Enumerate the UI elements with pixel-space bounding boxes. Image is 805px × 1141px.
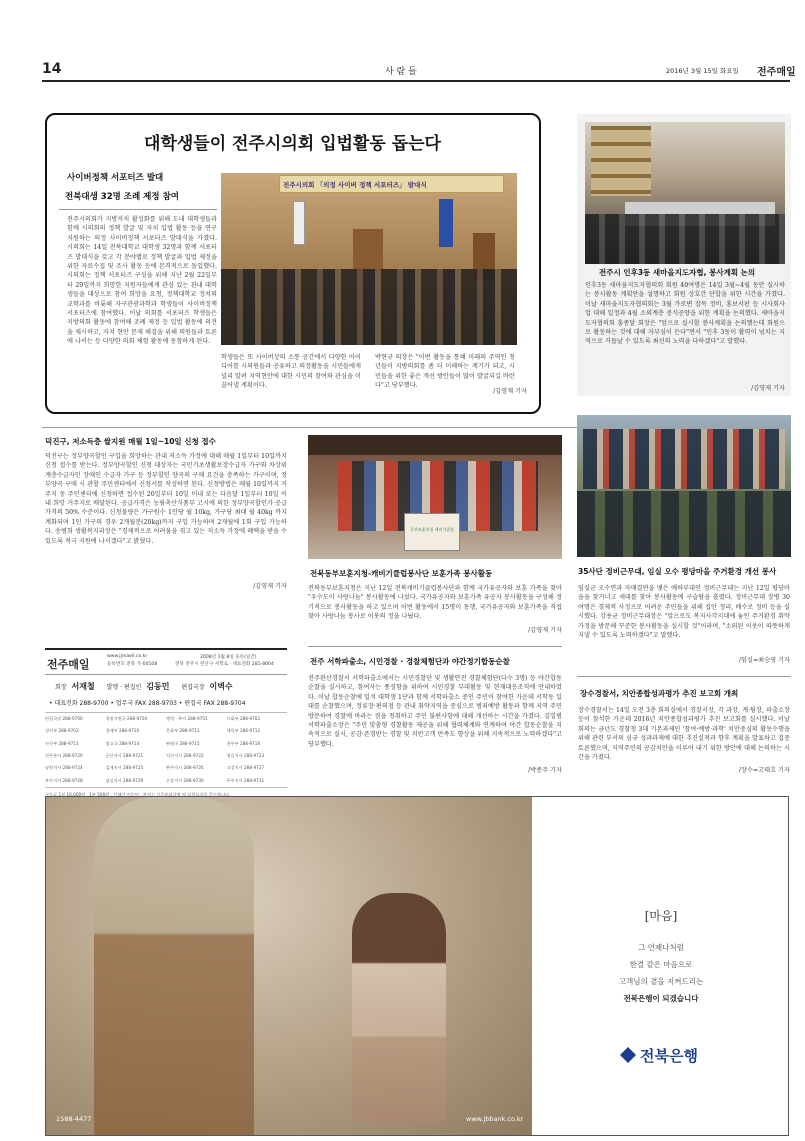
masthead-contact: 사회부 288-9702 <box>226 716 261 721</box>
header-rule <box>42 80 790 82</box>
masthead-footer: 구독료 1월 10,000원 · 1부 500원 · 인쇄인 이동민 · 본지는 신문윤리강령 및 실천요강을 준수합니다. <box>45 792 231 797</box>
masthead-contact: 광고국 288-9714 <box>105 740 140 746</box>
masthead-contact: 편집국장 288-9700 <box>45 716 83 721</box>
masthead-phones: • 대표전화 288-9700 • 업무국 FAX 288-9703 • 편집국 FAX 288-9704 <box>49 700 246 707</box>
masthead-contact: 남원지사 288-9724 <box>45 765 83 771</box>
right-rule <box>577 676 791 677</box>
right-article-title: 35사단 정비근무대, 임실 오수 평당마을 주거환경 개선 봉사 <box>578 567 777 576</box>
feature-col-3: 박현규 의장은 "이번 활동을 통해 미래의 주역인 청년들이 지방의회를 좀 더 이해하는 계기가 되고, 시민들을 위한 좋은 개선 방안들이 많이 발굴되길 바란다"고 당부했다. <box>375 354 515 390</box>
feature-subtitle-1: 사이버정책 서포터즈 발대 <box>67 173 164 183</box>
publisher-label: 회장 <box>55 684 67 691</box>
ceremony-banner-text: 전주시의회 「의정 사이버 정책 서포터즈」 발대식 <box>283 181 427 189</box>
bank-name: 전북은행 <box>640 1047 698 1065</box>
police1-byline: /박종주 기자 <box>528 767 562 774</box>
ad-text-panel <box>532 797 789 1135</box>
right-article-body: 임실군 오수면과 자매결연을 맺은 예하부대인 정비근무대는 지난 12일 평당마을을 찾거너고 세대를 찾아 봉사활동에 구슬땀을 흘렸다. 정비근무대 장병 30여명은 경제적 사정으로 어려운 주민들을 위해 집안 정리, 배수로 정비 등을 실시했다. 강용균 정비근무대장은 "앞으로도 복지사각지대에 놓인 주거환경 취약 가정을 방문해 꾸준한 봉사활동을 실시할 것"이라며, "소외된 이웃이 따뜻하게 지낼 수 있도록 노력하겠다"고 말했다. <box>578 585 790 640</box>
masthead-contact: 임실지사 288-9729 <box>105 777 144 783</box>
masthead-contact: 사진부 288-9713 <box>45 740 79 746</box>
paper-name: 전주매일 <box>757 67 796 78</box>
sign-board-text: 동부보훈지청 캐비기클럽 <box>410 527 454 532</box>
bank-ad <box>45 796 789 1136</box>
masthead-contact: 완주지사 288-9726 <box>166 765 204 771</box>
soldiers-row-front <box>577 491 791 557</box>
masthead-address: 전북 전주시 완산구 서학로 · 대표전화 281-8004 <box>175 662 274 667</box>
feature-box <box>45 113 541 414</box>
ad-title: [마음] <box>644 909 678 923</box>
house-roof <box>308 435 562 455</box>
feature-title: 대학생들이 전주시의회 입법활동 돕는다 <box>144 134 441 154</box>
chief-name: 이벽수 <box>209 682 233 691</box>
masthead-contact: 정치부 288-9703 <box>45 728 79 734</box>
masthead-box <box>45 648 287 802</box>
masthead-contact: 행정 · 복지 288-9701 <box>166 716 208 721</box>
masthead-contact: 무주지사 288-9731 <box>226 777 265 783</box>
police1-title: 전주 서학파출소, 시민경찰 · 경찰체험단과 야간정기합동순찰 <box>310 657 510 666</box>
feature-col-1: 전주시의회가 지방자치 활성화를 위해 도내 대학생들과 함께 시의회의 정책 발굴 및 자치 입법 활동 등을 연구 지원하는 의정 사이버정책 서포터즈 발대식을 가졌다. 시의회는 14일 전북대학교 대학생 32명과 함께 서포터즈 발대식을 갖고 각 분야별로 정책 발굴과 입법 제정을 위한 자료수집 및 조사 활동 등에 본격적으로 돌입했다. 시의회는 정책 서포터즈 구성을 위해 지난 2월 22일부터 29일까지 희망한 지원자들에게 관심 있는 관내 대학생들을 대상으로 참여 희망을 요청, 정책대학교 정치외교학과를 비롯해 자구관광과학과 학생들이 사이버정책 서포터즈에 참여했다. 이날 의회를 서포터즈 학생들은 지방의회 활동에 참여해 조례 제정 등 입법 활동에 의견을 제시하고, 자치 현안 문제 해결을 위해 의원들과 토론에 나서는 등 다양한 의회 체험 활동에 동참하게 된다. <box>67 216 217 346</box>
mid-article-byline: /김영재 기자 <box>528 627 562 634</box>
side-top-body: 인후3동 새마을지도자협의회 회원 40여명은 14일 3월~4월 동안 실시하는 봉사활동 계획안을 설명하고 회원 상호간 단합을 위한 시간을 가졌다. 이날 새마을지도자협의회는 3월 가로변 잡목 정비, 홍보서판 등 시사회사업 대해 일정과 4월 소외계층 중식공양을 위한 계획을 논의했다. 새마을지도자협의회 홍종달 회장은 "앞으로 실시할 봉사계획을 논의했는데 회원으로 활동하는 것에 대해 자부심이 든다"면서 "인후 3동이 활력이 넘치는 지역으로 거듭날 수 있도록 최선의 노력을 다하겠다"고 말했다. <box>585 282 785 346</box>
masthead-contact: 판매국 288-9715 <box>166 740 200 746</box>
feature-subtitle-2: 전북대생 32명 조례 제정 참여 <box>65 192 179 202</box>
editor-name: 김동민 <box>146 682 170 691</box>
masthead-contact: 고창지사 288-9727 <box>226 765 265 771</box>
ad-line-3: 고객님의 곁을 지켜드리는 <box>618 977 704 986</box>
masthead-contact: 부안지사 288-9728 <box>45 777 83 783</box>
child-figure <box>352 893 446 1123</box>
issue-date: 2016년 3월 15일 화요일 <box>666 67 739 75</box>
ad-photo <box>46 797 532 1135</box>
police2-body: 장수경찰서는 14일 오전 3층 회의실에서 경찰서장, 각 과장, 계·팀장, 파출소장 등이 참석한 가운데 2016년 치안종합성과평가 추진 보고회를 실시했다. 이날 회의는 금년도 경찰청 3대 기본과제인 '참여·예방·과학' 치안중심의 활동수행을 위해 관련 부서의 심규 성과과제에 대한 추진실적과 향후 계획을 발표하고 집중 토론했으며, 지역주민의 공감치안을 이루어 내기 위한 방안에 대해 논의하는 시간을 가졌다. <box>578 707 790 762</box>
left-article-byline: /김영재 기자 <box>253 583 287 590</box>
subtitle-rule <box>59 209 217 210</box>
ad-line-2: 한결 같은 마음으로 <box>629 960 693 969</box>
masthead-contact: 익산지사 288-9722 <box>166 752 204 758</box>
police2-byline: /장수=고태호 기자 <box>738 767 790 774</box>
soldiers-photo <box>577 415 791 557</box>
ad-url: www.jbbank.co.kr <box>466 1115 524 1123</box>
bank-logo-icon <box>620 1047 636 1063</box>
masthead-rule <box>45 674 287 675</box>
police1-body: 전주완산경찰서 서학파출소에서는 시민경찰단 및 생활안전 경찰체험단(다수 3명) 등 야간합동순찰을 실시하고, 참여자는 풍성함을 위하여 시민경찰 부대활동 및 현재대응조직에 안내하였다. 이날 합동순찰에 일석 대학생 1단과 함께 서학파출소 중인 주민이 참여한 가운데 서학동 일대를 순찰했으며, 정류장·편의점 등 관내 취약지역을 중심으로 범죄예방 활동과 함께 지역 주민 방문하여 경찰에 바라는 점을 청취하고 주민 불편사항에 대해 개선하는 시간을 가졌다. 김일범 서학파출소장은 "주민 맞춤형 경찰활동 제공을 위해 협력체계와 연계하여 야간 합동순찰을 지속적으로 실시, 공감·존경받는 경찰 및 치안고객 만족도 향상을 위해 지속적으로 노력하겠다"고 당부했다. <box>308 675 562 748</box>
meeting-photo <box>585 122 785 264</box>
masthead-contact: 경제부 288-9710 <box>105 728 140 734</box>
publisher-name: 서재철 <box>71 682 95 691</box>
editor-label: 발행 · 편집인 <box>106 684 142 691</box>
police2-title: 장수경찰서, 치안종합성과평가 추진 보고회 개최 <box>580 689 739 698</box>
masthead-contact: 전주본사 288-9720 <box>45 752 83 758</box>
masthead-contact: 군산지사 288-9721 <box>105 752 144 758</box>
feature-col-2: 학생들은 또 사이버상의 소통 공간에서 다양한 아이디어를 시의원들과 공유하고 의정활동을 시민들에게 널리 알려 지역현안에 대한 시민의 참여와 관심을 이끌어낼 계획이다. <box>221 354 361 390</box>
chief-label: 편집국장 <box>181 684 205 691</box>
podium <box>353 229 383 271</box>
masthead-contact: 경영지원국 288-9704 <box>105 716 148 721</box>
flag-korea <box>293 201 305 245</box>
mid-article-body: 전북동부보훈지청은 지난 12일 전북캐비기클럽봉사단과 함께 국가유공자와 보훈 가족을 찾아 "우수도이 사랑나눔" 봉사활동에 나섰다. 국가유공자와 보훈가족 유공자 봉사활동을 구성해 정기적으로 봉사활동을 하고 있으며 이번 활동에서 15명이 동행, 국가유공자와 보훈가족을 직접 찾아 사랑나눔 봉사로 이웃의 정을 나눴다. <box>308 585 562 621</box>
page-header <box>0 0 805 85</box>
side-article-top <box>577 114 791 396</box>
adult-figure <box>94 797 254 1135</box>
soldiers-row-back <box>583 429 785 489</box>
masthead-contact: 문화부 288-9711 <box>166 728 200 734</box>
masthead-contact: 체육부 288-9712 <box>226 728 261 734</box>
bookshelf <box>591 126 651 196</box>
mid-article-title: 전북동부보훈지청-캐비기클럽봉사단 보훈가족 봉사활동 <box>310 569 493 578</box>
side-top-byline: /김영재 기자 <box>751 385 785 392</box>
masthead-contacts <box>45 712 287 788</box>
section-title: 사 람 들 <box>385 67 417 77</box>
ad-line-4: 전북은행이 되겠습니다 <box>623 994 699 1003</box>
ad-line-1: 그 언제나처럼 <box>638 943 684 952</box>
left-article-body: 덕진구는 정부양곡할인 구입을 희망하는 관내 저소득 가정에 대해 매월 1일부터 10일까지 신청 접수를 받는다. 정부양곡할인 신청 대상자는 국민기초생활보장수급자 가구와 차상위 계층수급자인 장애인 수급자 가구 등 정부할인 양곡의 구매 요건을 충족하는 가구이며, 정부양곡 구매 시 관할 주민센터에서 신청서를 작성하면 된다. 신청방법은 매월 10일까지 거주지 동 주민센터에 신청하면 접수된 20일부터 10일 이내 또는 다음달 1일부터 10일 이내 희망 거주지로 배달된다. 공급가격은 농림축산식품부 고시에 의한 정부양곡할인가 공급가격의 50% 수준이다. 신청물량은 가구원수 1인당 월 10kg, 가구당 최대 월 40kg 까지 계화되며 1인 가구의 경우 2개월분(20kg)까지 구입 가능하며 2개월에 1회 구입 가능하다. 송병희 생활복지과장은 "경제적으로 어려움을 겪고 있는 저소득 가정에 혜택을 받을 수 있도록 적극 지원에 나서겠다"고 밝혔다. <box>45 453 287 545</box>
masthead-contact: 김제지사 288-9725 <box>105 765 144 771</box>
bank-logo <box>620 1045 730 1069</box>
ad-phone: 1588-4477 <box>56 1115 92 1123</box>
masthead-logo: 전주매일 <box>47 658 90 671</box>
right-article-byline: /임실=최승영 기자 <box>738 657 790 664</box>
ceremony-photo <box>221 173 517 345</box>
masthead-staff <box>55 681 233 692</box>
mid-rule <box>308 646 562 647</box>
side-top-title: 전주시 인후3동 새마을지도자협, 봉사계획 논의 <box>599 268 756 277</box>
audience <box>221 269 517 345</box>
flag-city <box>439 199 453 247</box>
veterans-photo <box>308 435 562 559</box>
people <box>585 214 785 264</box>
masthead-contact: 정읍지사 288-9723 <box>226 752 265 758</box>
page-number: 14 <box>42 61 62 77</box>
feature-byline: /김영재 기자 <box>493 388 527 395</box>
masthead-reg: 등록번호 전북 가-00108 <box>107 662 158 667</box>
left-article-title: 덕진구, 저소득층 쌀지원 매월 1일~10일 신청 접수 <box>45 437 216 446</box>
masthead-contact: 순창지사 288-9730 <box>166 777 204 783</box>
masthead-founded: 2008년 1월 8일 등록(일간) <box>200 655 257 660</box>
masthead-website: www.jjmaeil.co.kr <box>107 654 148 659</box>
masthead-contact: 총무부 288-9716 <box>226 740 261 746</box>
